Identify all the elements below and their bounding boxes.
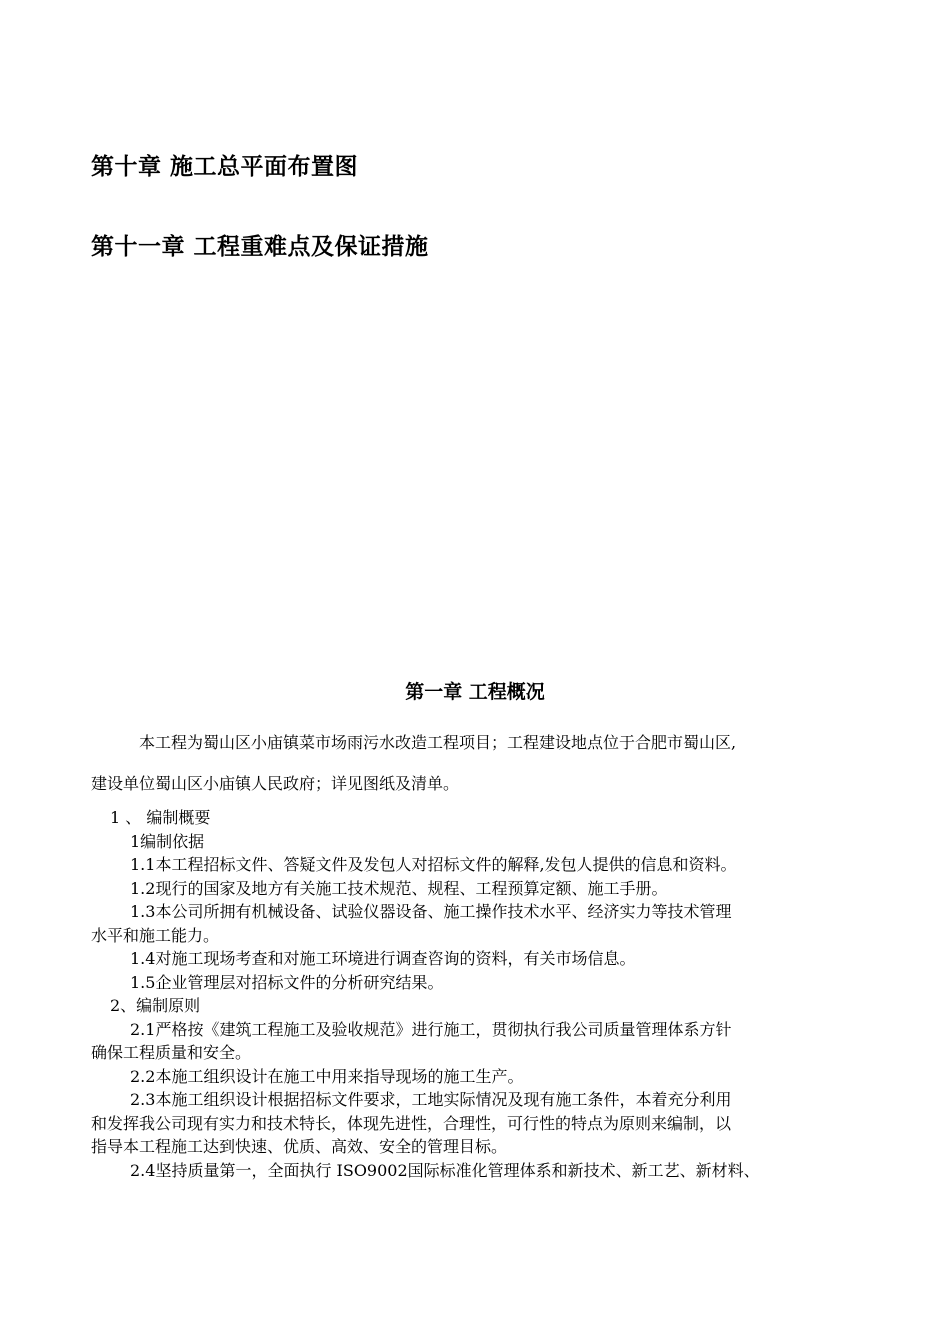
body-line-2-3: 2.3本施工组织设计根据招标文件要求，工地实际情况及现有施工条件，本着充分利用: [130, 1090, 732, 1109]
body-line-1-4: 1.4对施工现场考查和对施工环境进行调查咨询的资料，有关市场信息。: [130, 949, 636, 968]
chapter-1-heading: 第一章 工程概况: [405, 681, 545, 703]
body-line-2-2: 2.2本施工组织设计在施工中用来指导现场的施工生产。: [130, 1067, 524, 1086]
section-2-heading: 2、编制原则: [110, 996, 201, 1015]
body-line-2-1-cont: 确保工程质量和安全。: [91, 1043, 252, 1062]
body-line-2-3-cont-2: 指导本工程施工达到快速、优质、高效、安全的管理目标。: [91, 1137, 508, 1156]
body-line-2-1: 2.1严格按《建筑工程施工及验收规范》进行施工，贯彻执行我公司质量管理体系方针: [130, 1020, 732, 1039]
intro-line-2: 建设单位蜀山区小庙镇人民政府；详见图纸及清单。: [91, 774, 460, 793]
body-line-1-2: 1.2现行的国家及地方有关施工技术规范、规程、工程预算定额、施工手册。: [130, 879, 668, 898]
subsection-basis-heading: 1编制依据: [130, 832, 205, 851]
body-line-1-1: 1.1本工程招标文件、答疑文件及发包人对招标文件的解释,发包人提供的信息和资料。: [130, 855, 737, 874]
section-1-heading: 1 、 编制概要: [110, 808, 211, 827]
body-line-2-3-cont-1: 和发挥我公司现有实力和技术特长，体现先进性，合理性，可行性的特点为原则来编制，以: [91, 1114, 732, 1133]
chapter-10-heading: 第十章 施工总平面布置图: [91, 154, 359, 180]
body-line-1-3: 1.3本公司所拥有机械设备、试验仪器设备、施工操作技术水平、经济实力等技术管理: [130, 902, 732, 921]
body-line-2-4: 2.4坚持质量第一，全面执行 ISO9002国际标准化管理体系和新技术、新工艺、新材料、: [130, 1161, 760, 1180]
body-line-1-5: 1.5企业管理层对招标文件的分析研究结果。: [130, 973, 444, 992]
intro-line-1: 本工程为蜀山区小庙镇菜市场雨污水改造工程项目；工程建设地点位于合肥市蜀山区,: [139, 733, 737, 752]
chapter-11-heading: 第十一章 工程重难点及保证措施: [91, 234, 429, 260]
body-line-1-3-cont: 水平和施工能力。: [91, 926, 220, 945]
